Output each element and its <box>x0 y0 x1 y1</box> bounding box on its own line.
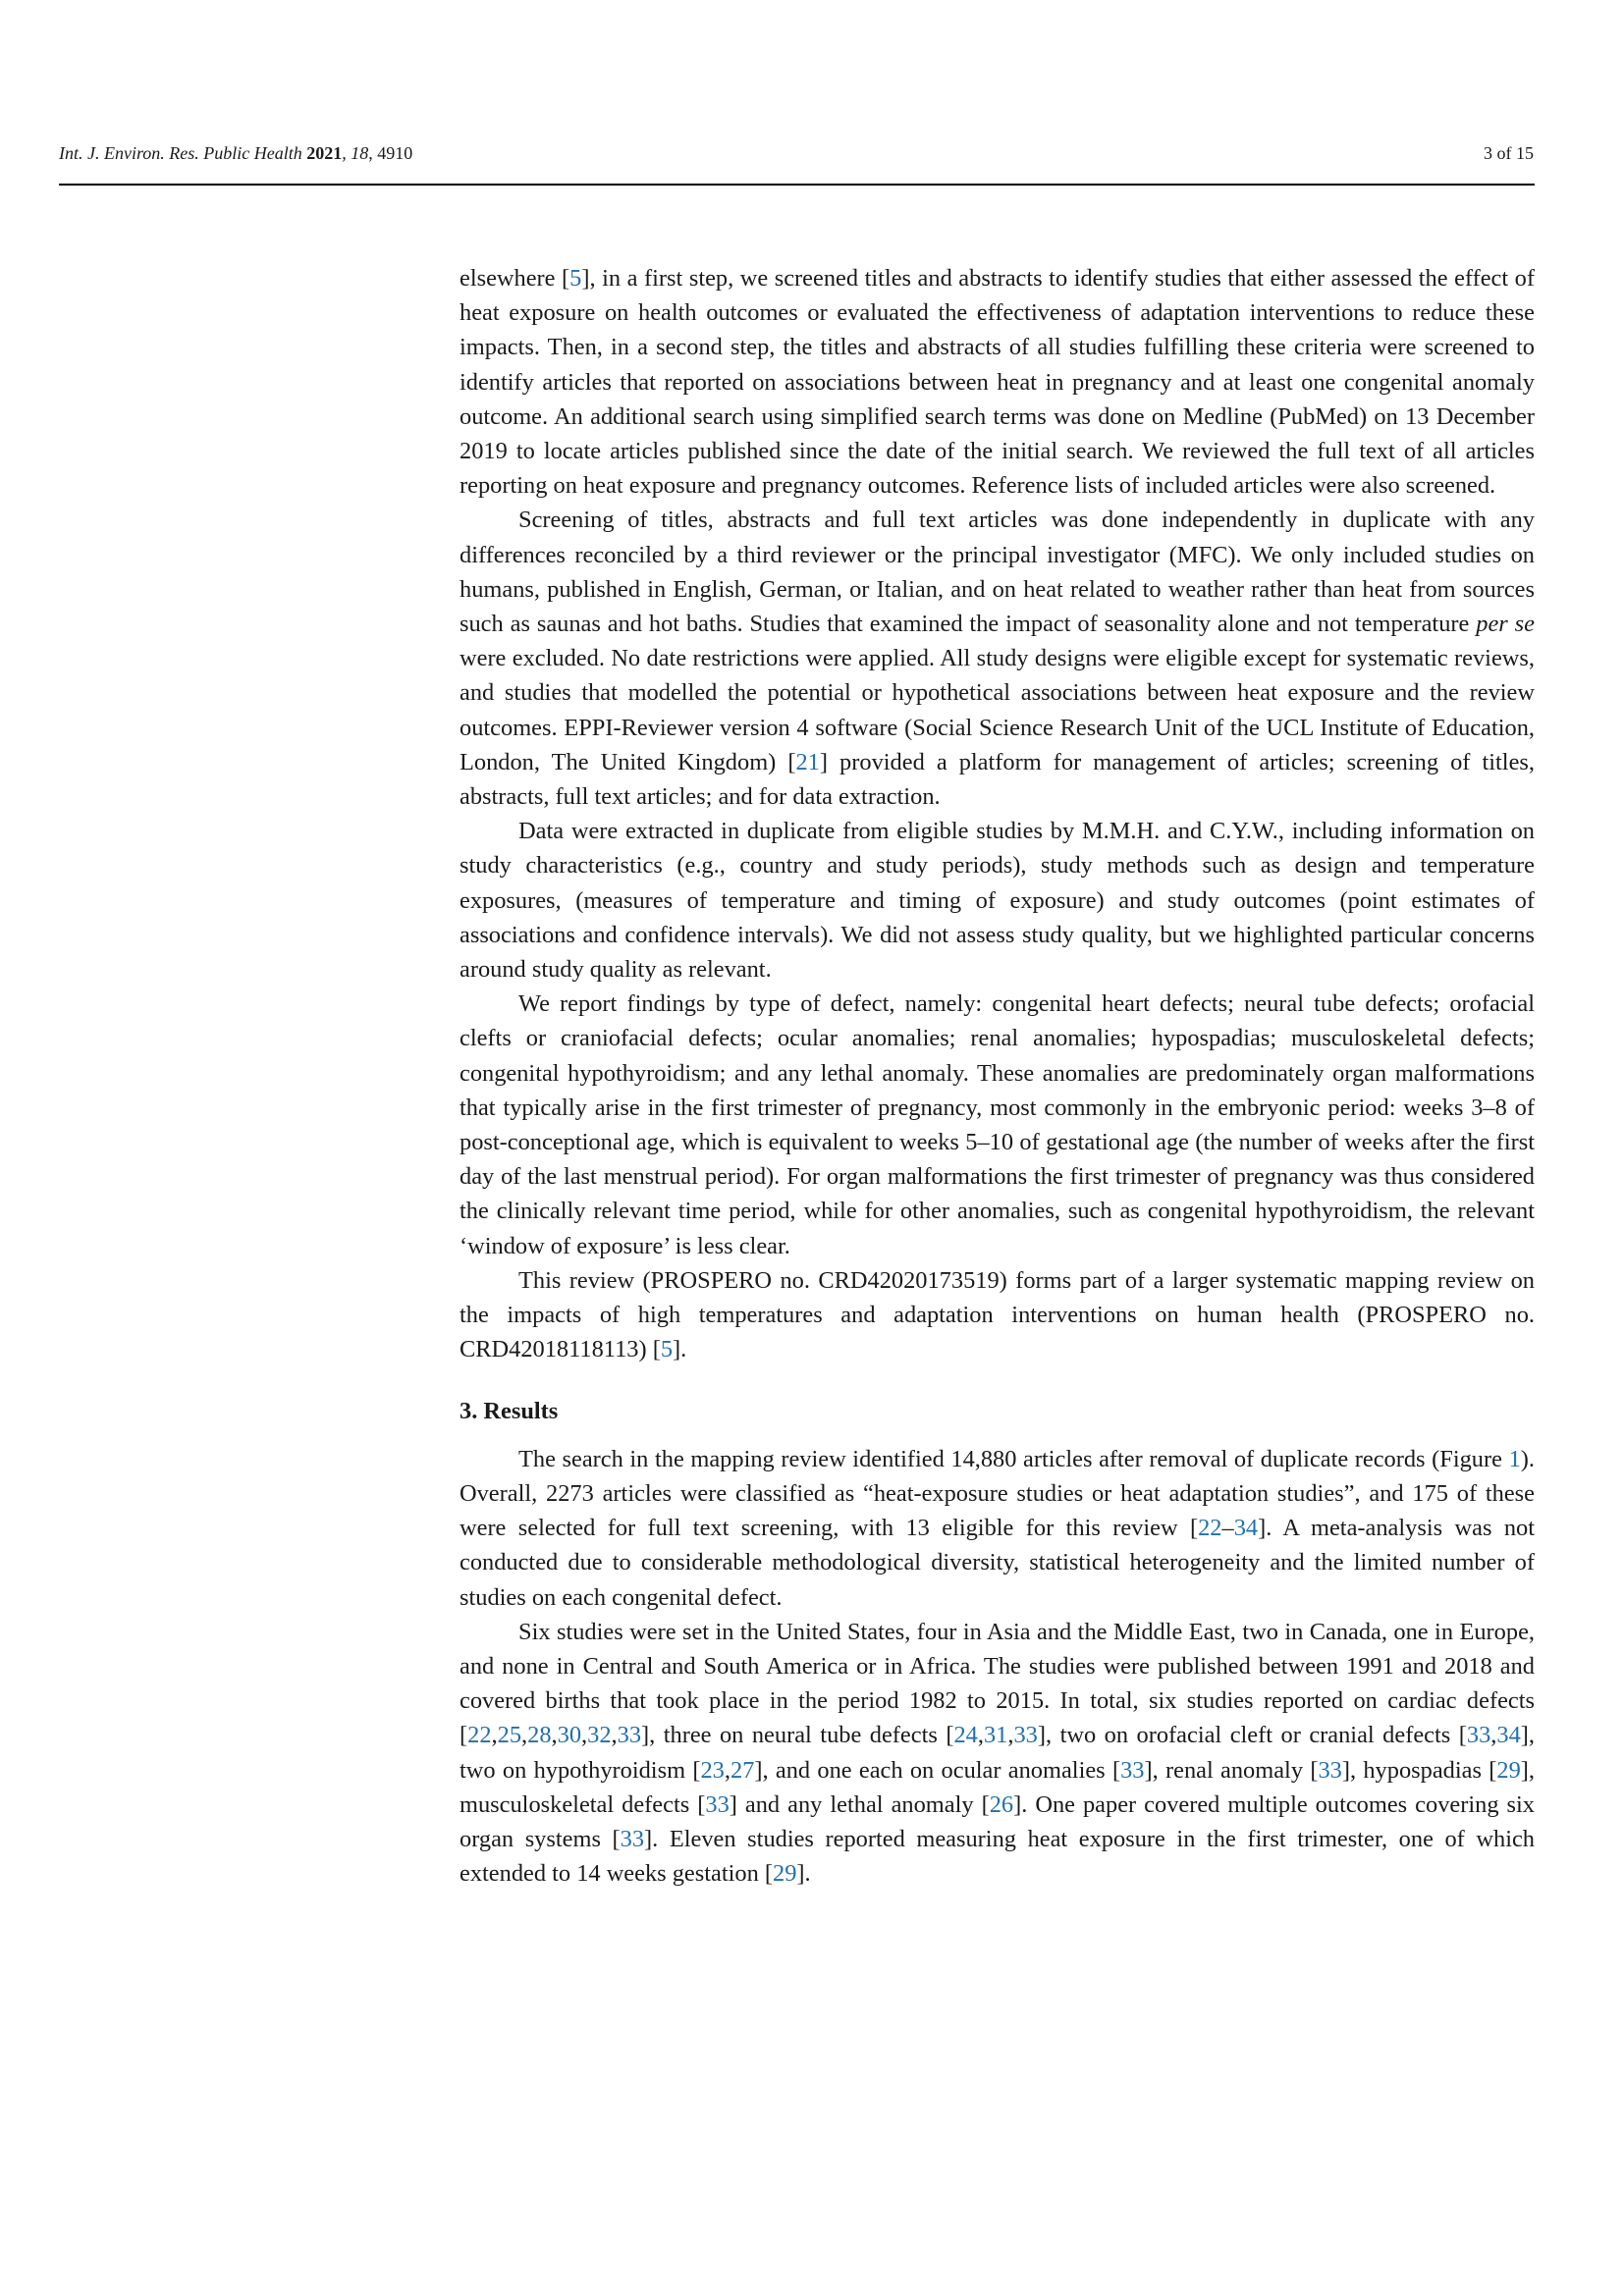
text: ], and one each on ocular anomalies [ <box>754 1756 1121 1784</box>
paragraph <box>460 814 1535 987</box>
text: ]. A meta-analysis was not conducted due to considerable methodological diversity, statistical heterogeneity and the limited number of studies on each congenital defect. <box>460 1515 1535 1611</box>
journal-name: Int. J. Environ. Res. Public Health <box>59 143 302 163</box>
text: The search in the mapping review identified 14,880 articles after removal of duplicate records (Figure <box>518 1445 1509 1472</box>
text: Six studies were set in the United States, four in Asia and the Middle East, two in Canada, one in Europe, and none in Central and South America or in Africa. The studies were published between 1991 and 2018 and covered births that took place in the period 1982 to 2015. In total, six studies reported on cardiac defects [ <box>460 1618 1535 1749</box>
reference-link[interactable]: 25 <box>497 1722 522 1749</box>
page-number: 3 of 15 <box>1484 143 1534 163</box>
text: ], two on hypothyroidism [ <box>460 1722 1535 1784</box>
text: were excluded. No date restrictions were applied. All study designs were eligible except for systematic reviews, and studies that modelled the potential or hypothetical associations between heat exposure and the review outcomes. EPPI-Reviewer version 4 software (Social Science Research Unit of the UCL Institute of Education, London, The United Kingdom) [ <box>460 645 1535 775</box>
reference-link[interactable]: 33 <box>1466 1722 1491 1749</box>
text: ] and any lethal anomaly [ <box>729 1790 990 1818</box>
text: ], in a first step, we screened titles and abstracts to identify studies that either assessed the effect of heat exposure on health outcomes or evaluated the effectiveness of adaptation interventions to reduce these impacts. Then, in a second step, the titles and abstracts of all studies fulfilling these criteria were screened to identify articles that reported on associations between heat in pregnancy and at least one congenital anomaly outcome. An additional search using simplified search terms was done on Medline (PubMed) on 13 December 2019 to locate articles published since the date of the initial search. We reviewed the full text of all articles reporting on heat exposure and pregnancy outcomes. Reference lists of included articles were also screened. <box>460 265 1535 500</box>
reference-link[interactable]: 26 <box>989 1790 1014 1818</box>
reference-link[interactable]: 29 <box>773 1860 797 1888</box>
italic-text: per se <box>1476 611 1535 638</box>
reference-link[interactable]: 33 <box>620 1825 645 1852</box>
text: elsewhere [ <box>460 265 570 292</box>
reference-link[interactable]: 5 <box>660 1336 674 1363</box>
text: We report findings by type of defect, namely: congenital heart defects; neural tube defects; orofacial clefts or craniofacial defects; ocular anomalies; renal anomalies; hypospadias; musculoskeletal defects; congenital hypothyroidism; and any lethal anomaly. These anomalies are predominately organ malformations that typically arise in the first trimester of pregnancy, most commonly in the embryonic period: weeks 3–8 of post-conceptional age, which is equivalent to weeks 5–10 of gestational age (the number of weeks after the first day of the last menstrual period). For organ malformations the first trimester of pregnancy was thus considered the clinically relevant time period, while for other anomalies, such as congenital hypothyroidism, the relevant ‘window of exposure’ is less clear. <box>460 990 1535 1259</box>
text: ]. <box>796 1860 811 1888</box>
text: ], hypospadias [ <box>1341 1756 1497 1784</box>
figure-link[interactable]: 1 <box>1508 1445 1521 1472</box>
reference-link[interactable]: 22 <box>1198 1515 1222 1542</box>
paragraph <box>460 1263 1535 1367</box>
text: ]. Eleven studies reported measuring heat exposure in the first trimester, one of which extended to 14 weeks gestation [ <box>460 1825 1536 1888</box>
paragraph <box>460 1442 1535 1615</box>
reference-link[interactable]: 34 <box>1496 1722 1521 1749</box>
text: ], three on neural tube defects [ <box>641 1722 954 1749</box>
paragraph <box>460 987 1535 1263</box>
reference-link[interactable]: 29 <box>1496 1756 1521 1784</box>
reference-link[interactable]: 5 <box>569 265 582 292</box>
text: Screening of titles, abstracts and full text articles was done independently in duplicate with any differences reconciled by a third reviewer or the principal investigator (MFC). We only included studies on humans, published in English, German, or Italian, and on heat related to weather rather than heat from sources such as saunas and hot baths. Studies that examined the impact of seasonality alone and not temperature <box>460 507 1535 638</box>
reference-link[interactable]: 21 <box>795 748 820 775</box>
reference-link[interactable]: 33 <box>1120 1756 1145 1784</box>
reference-link[interactable]: 32 <box>587 1722 612 1749</box>
running-header <box>59 143 1534 164</box>
paragraph: Six studies were set in the United States, four in Asia and the Middle East, two in Canada, one in Europe, and none in Central and South America or in Africa. The studies were published between 1991 and 2018 and covered births that took place in the period 1982 to 2015. In total, six studies reported on cardiac defects [22,25,28,30,32,33], three on neural tube defects [24,31,33], two on orofacial cleft or cranial defects [33,34], two on hypothyroidism [23,27], and one each on ocular anomalies [33], renal anomaly [33], hypospadias [29], musculoskeletal defects [33] and any lethal anomaly [26]. One paper covered multiple outcomes covering six organ systems [33]. Eleven studies reported measuring heat exposure in the first trimester, one of which extended to 14 weeks gestation [29]. <box>460 1618 1536 1888</box>
text: Data were extracted in duplicate from eligible studies by M.M.H. and C.Y.W., including information on study characteristics (e.g., country and study periods), study methods such as design and temperature exposures, (measures of temperature and timing of exposure) and study outcomes (point estimates of associations and confidence intervals). We did not assess study quality, but we highlighted particular concerns around study quality as relevant. <box>460 818 1535 984</box>
reference-link[interactable]: 23 <box>700 1756 725 1784</box>
text: ). Overall, 2273 articles were classified as “heat-exposure studies or heat adaptation studies”, and 175 of these were selected for full text screening, with 13 eligible for this review [ <box>460 1445 1535 1542</box>
article-number: 4910 <box>377 143 413 163</box>
journal-volume: 18 <box>351 143 369 163</box>
body-text <box>460 261 1535 1891</box>
reference-link[interactable]: 31 <box>983 1722 1008 1749</box>
reference-link[interactable]: 24 <box>953 1722 978 1749</box>
text: ]. One paper covered multiple outcomes covering six organ systems [ <box>460 1790 1535 1852</box>
text: ], renal anomaly [ <box>1144 1756 1319 1784</box>
text: ] provided a platform for management of articles; screening of titles, abstracts, full text articles; and for data extraction. <box>460 748 1535 811</box>
text: ]. <box>673 1336 687 1363</box>
paragraph <box>460 503 1535 814</box>
reference-link[interactable]: 33 <box>705 1790 730 1818</box>
reference-link[interactable]: 34 <box>1233 1515 1259 1542</box>
reference-link[interactable]: 30 <box>557 1722 582 1749</box>
reference-link[interactable]: 33 <box>1013 1722 1038 1749</box>
paragraph <box>460 261 1535 503</box>
journal-year: 2021 <box>306 143 343 163</box>
text: ], two on orofacial cleft or cranial defects [ <box>1037 1722 1467 1749</box>
text: This review (PROSPERO no. CRD42020173519) forms part of a larger systematic mapping review on the impacts of high temperatures and adaptation interventions on human health (PROSPERO no. CRD42018118113) [ <box>460 1266 1535 1363</box>
reference-link[interactable]: 28 <box>527 1722 552 1749</box>
reference-link[interactable]: 22 <box>467 1722 492 1749</box>
section-heading: 3. Results <box>460 1397 559 1424</box>
text: ], musculoskeletal defects [ <box>460 1756 1535 1818</box>
reference-link[interactable]: 27 <box>730 1756 755 1784</box>
reference-link[interactable]: 33 <box>1318 1756 1342 1784</box>
reference-link[interactable]: 33 <box>617 1722 642 1749</box>
text: – <box>1221 1515 1234 1542</box>
citation: Int. J. Environ. Res. Public Health 2021, 18, 4910 <box>59 143 413 163</box>
header-divider <box>59 184 1535 186</box>
